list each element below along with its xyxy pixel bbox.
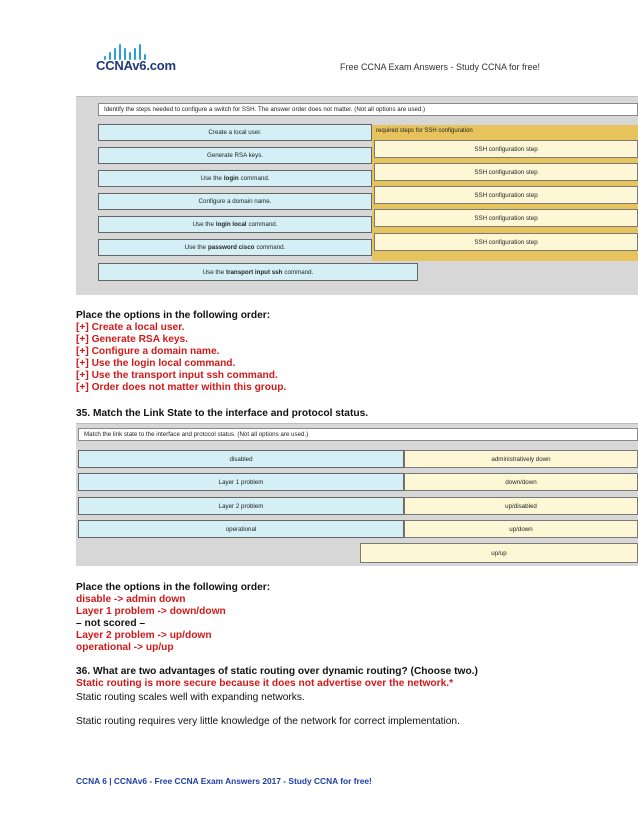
- link-state-layer1-problem[interactable]: Layer 1 problem: [78, 473, 404, 491]
- answer-line: [+] Create a local user.: [76, 322, 185, 333]
- answer-option: Static routing scales well with expanding networks.: [76, 692, 305, 703]
- answer-line: [+] Use the transport input ssh command.: [76, 370, 278, 381]
- answer-intro: Place the options in the following order:: [76, 582, 271, 593]
- status-down-down[interactable]: down/down: [404, 473, 638, 491]
- answer-option: Static routing requires very little knowledge of the network for correct implementation.: [76, 716, 460, 727]
- answer-line: Layer 2 problem -> up/down: [76, 630, 212, 641]
- option-login-command[interactable]: Use the login command.: [98, 170, 372, 187]
- answer-line: operational -> up/up: [76, 642, 174, 653]
- status-up-up[interactable]: up/up: [360, 543, 638, 563]
- link-state-panel: [76, 423, 638, 566]
- link-state-disabled[interactable]: disabled: [78, 450, 404, 468]
- link-state-prompt: Match the link state to the interface and protocol status. (Not all options are used.): [78, 428, 638, 441]
- question-36-title: 36. What are two advantages of static routing over dynamic routing? (Choose two.): [76, 666, 478, 677]
- option-generate-rsa-keys[interactable]: Generate RSA keys.: [98, 147, 372, 164]
- status-up-down[interactable]: up/down: [404, 520, 638, 538]
- drop-zone-label: required steps for SSH configuration: [376, 128, 473, 134]
- option-password-cisco-command[interactable]: Use the password cisco command.: [98, 239, 372, 256]
- answer-line: disable -> admin down: [76, 594, 186, 605]
- ssh-exercise-prompt: Identify the steps needed to configure a switch for SSH. The answer order does not matter. (Not all options are used.): [98, 103, 638, 116]
- link-state-operational[interactable]: operational: [78, 520, 404, 538]
- correct-answer: Static routing is more secure because it does not advertise over the network.*: [76, 678, 454, 689]
- ssh-exercise-panel: [76, 96, 638, 295]
- option-transport-input-ssh-command[interactable]: Use the transport input ssh command.: [98, 263, 418, 281]
- status-administratively-down[interactable]: administratively down: [404, 450, 638, 468]
- answer-line: [+] Generate RSA keys.: [76, 334, 189, 345]
- answer-line: [+] Configure a domain name.: [76, 346, 220, 357]
- link-state-layer2-problem[interactable]: Layer 2 problem: [78, 497, 404, 515]
- answer-intro: Place the options in the following order:: [76, 310, 271, 321]
- ssh-step-target[interactable]: SSH configuration step: [374, 140, 638, 158]
- option-configure-domain-name[interactable]: Configure a domain name.: [98, 193, 372, 210]
- header-tagline: Free CCNA Exam Answers - Study CCNA for free!: [340, 62, 541, 72]
- option-create-local-user[interactable]: Create a local user.: [98, 124, 372, 141]
- question-35-title: 35. Match the Link State to the interface and protocol status.: [76, 408, 369, 419]
- logo-text[interactable]: CCNAv6.com: [96, 58, 176, 73]
- status-up-disabled[interactable]: up/disabled: [404, 497, 638, 515]
- answer-line: Layer 1 problem -> down/down: [76, 606, 226, 617]
- answer-line: [+] Order does not matter within this group.: [76, 382, 287, 393]
- ssh-step-target[interactable]: SSH configuration step: [374, 233, 638, 251]
- answer-line: [+] Use the login local command.: [76, 358, 236, 369]
- option-login-local-command[interactable]: Use the login local command.: [98, 216, 372, 233]
- ssh-step-target[interactable]: SSH configuration step: [374, 209, 638, 227]
- not-scored-line: – not scored –: [76, 618, 146, 629]
- footer-link[interactable]: CCNA 6 | CCNAv6 - Free CCNA Exam Answers 2017 - Study CCNA for free!: [76, 776, 372, 786]
- ssh-step-target[interactable]: SSH configuration step: [374, 186, 638, 204]
- ssh-step-target[interactable]: SSH configuration step: [374, 163, 638, 181]
